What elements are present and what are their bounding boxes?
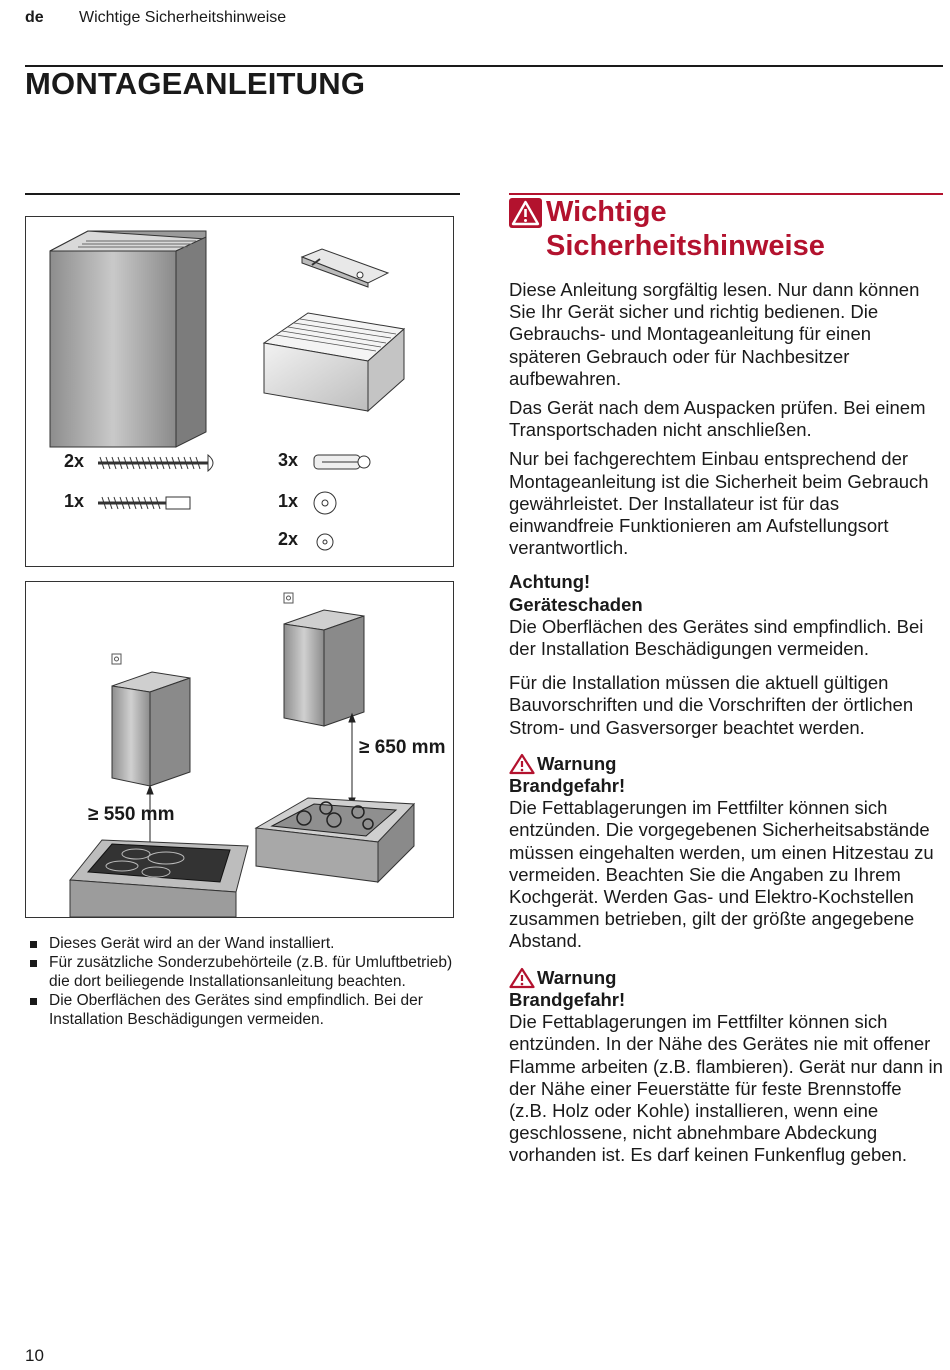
wall-mount-icon	[284, 593, 293, 603]
warning-title-text: Warnung	[537, 752, 617, 774]
warning-text: Die Fettablagerungen im Fettfilter können sich entzünden. In der Nähe des Gerätes nie mit offener Flamme arbeiten (z.B. flambieren). Gerät nur dann in der Nähe einer Feuerstätte für feste Brennstoffe (z.B. Holz oder Kohle) installieren, wenn eine geschlossene, nicht abnehmbare Abdeckung vorhanden ist. Es darf keinen Funkenflug geben.	[509, 1011, 943, 1166]
safety-heading-title	[546, 195, 825, 263]
safety-paragraph: Diese Anleitung sorgfältig lesen. Nur dann können Sie Ihr Gerät sicher und richtig bedienen. Die Gebrauchs- und Montageanleitung für einen späteren Gebrauch oder für Nachbesitzer aufbewahren.	[509, 279, 920, 389]
quantity-label: 3x	[278, 450, 299, 470]
safety-heading-line2: Sicherheitshinweise	[546, 230, 825, 262]
long-screw-drawing	[98, 455, 213, 471]
quantity-label: 1x	[278, 491, 299, 511]
clearance-label-induction: ≥ 550 mm	[88, 804, 175, 825]
clearance-label-gas: ≥ 650 mm	[359, 737, 446, 758]
quantity-label: 2x	[64, 451, 85, 471]
page-title: MONTAGEANLEITUNG	[25, 66, 366, 101]
page-number: 10	[25, 1346, 44, 1365]
parts-figure	[25, 216, 454, 567]
filter-box-drawing	[264, 313, 404, 411]
safety-paragraph: Das Gerät nach dem Auspacken prüfen. Bei einem Transportschaden nicht anschließen.	[509, 397, 926, 441]
hood-body-drawing	[50, 231, 206, 447]
safety-paragraph: Nur bei fachgerechtem Einbau entsprechend der Montageanleitung ist die Sicherheit beim Gebrauch gewährleistet. Der Installateur ist für das einwandfreie Funktionieren am Aufstellungsort verantwortlich.	[509, 448, 929, 559]
warning-title	[509, 753, 943, 775]
warning-title-text: Warnung	[537, 966, 617, 988]
warning-block	[509, 753, 943, 953]
list-item: Die Oberflächen des Gerätes sind empfindlich. Bei der Installation Beschädigungen vermeiden.	[30, 991, 455, 1029]
warning-triangle-icon	[509, 198, 542, 233]
small-washer-drawing	[317, 534, 333, 550]
clearance-figure	[25, 581, 454, 918]
caution-title: Achtung!	[509, 571, 591, 593]
warning-title	[509, 967, 943, 989]
induction-hob-drawing	[70, 840, 248, 917]
wall-mount-icon	[112, 654, 121, 664]
warning-subtitle: Brandgefahr!	[509, 775, 626, 797]
list-item: Dieses Gerät wird an der Wand installiert.	[30, 934, 455, 953]
quantity-label: 1x	[64, 491, 85, 511]
caution-text: Die Oberflächen des Gerätes sind empfindlich. Bei der Installation Beschädigungen vermeiden.	[509, 615, 924, 660]
safety-paragraph: Für die Installation müssen die aktuell gültigen Bauvorschriften und die Vorschriften der örtlichen Strom- und Gasversorger beachtet werden.	[509, 672, 914, 738]
warning-subtitle: Brandgefahr!	[509, 988, 626, 1010]
warning-block	[509, 967, 943, 1167]
hood-left-drawing	[112, 672, 190, 786]
safety-heading	[509, 195, 943, 267]
short-screw-drawing	[98, 497, 190, 509]
list-item: Für zusätzliche Sonderzubehörteile (z.B. für Umluftbetrieb) die dort beiliegende Installationsanleitung beachten.	[30, 953, 455, 991]
safety-section	[509, 195, 943, 1167]
gas-hob-drawing	[256, 798, 414, 882]
warning-triangle-icon	[509, 753, 535, 775]
caution-block	[509, 571, 943, 660]
caution-subtitle: Geräteschaden	[509, 593, 643, 615]
safety-heading-line1: Wichtige	[546, 196, 667, 228]
warning-triangle-icon	[509, 967, 535, 989]
warning-text: Die Fettablagerungen im Fettfilter können sich entzünden. Die vorgegebenen Sicherheitsabstände müssen eingehalten werden, um einen Hitzestau zu vermeiden. Beachten Sie die Angaben zu Ihrem Kochgerät. Werden Gas- und Elektro-Kochstellen zusammen betrieben, gilt der größte angegebene Abstand.	[509, 797, 934, 952]
wall-plug-drawing	[314, 455, 370, 469]
header-section-title: Wichtige Sicherheitshinweise	[79, 9, 287, 26]
language-code: de	[25, 9, 44, 26]
wall-bracket-drawing	[302, 249, 388, 287]
quantity-label: 2x	[278, 529, 299, 549]
left-column-divider	[25, 193, 460, 195]
installation-notes-list	[30, 934, 455, 1029]
parts-illustration	[26, 217, 453, 566]
hood-right-drawing	[284, 610, 364, 726]
large-washer-drawing	[314, 492, 336, 514]
